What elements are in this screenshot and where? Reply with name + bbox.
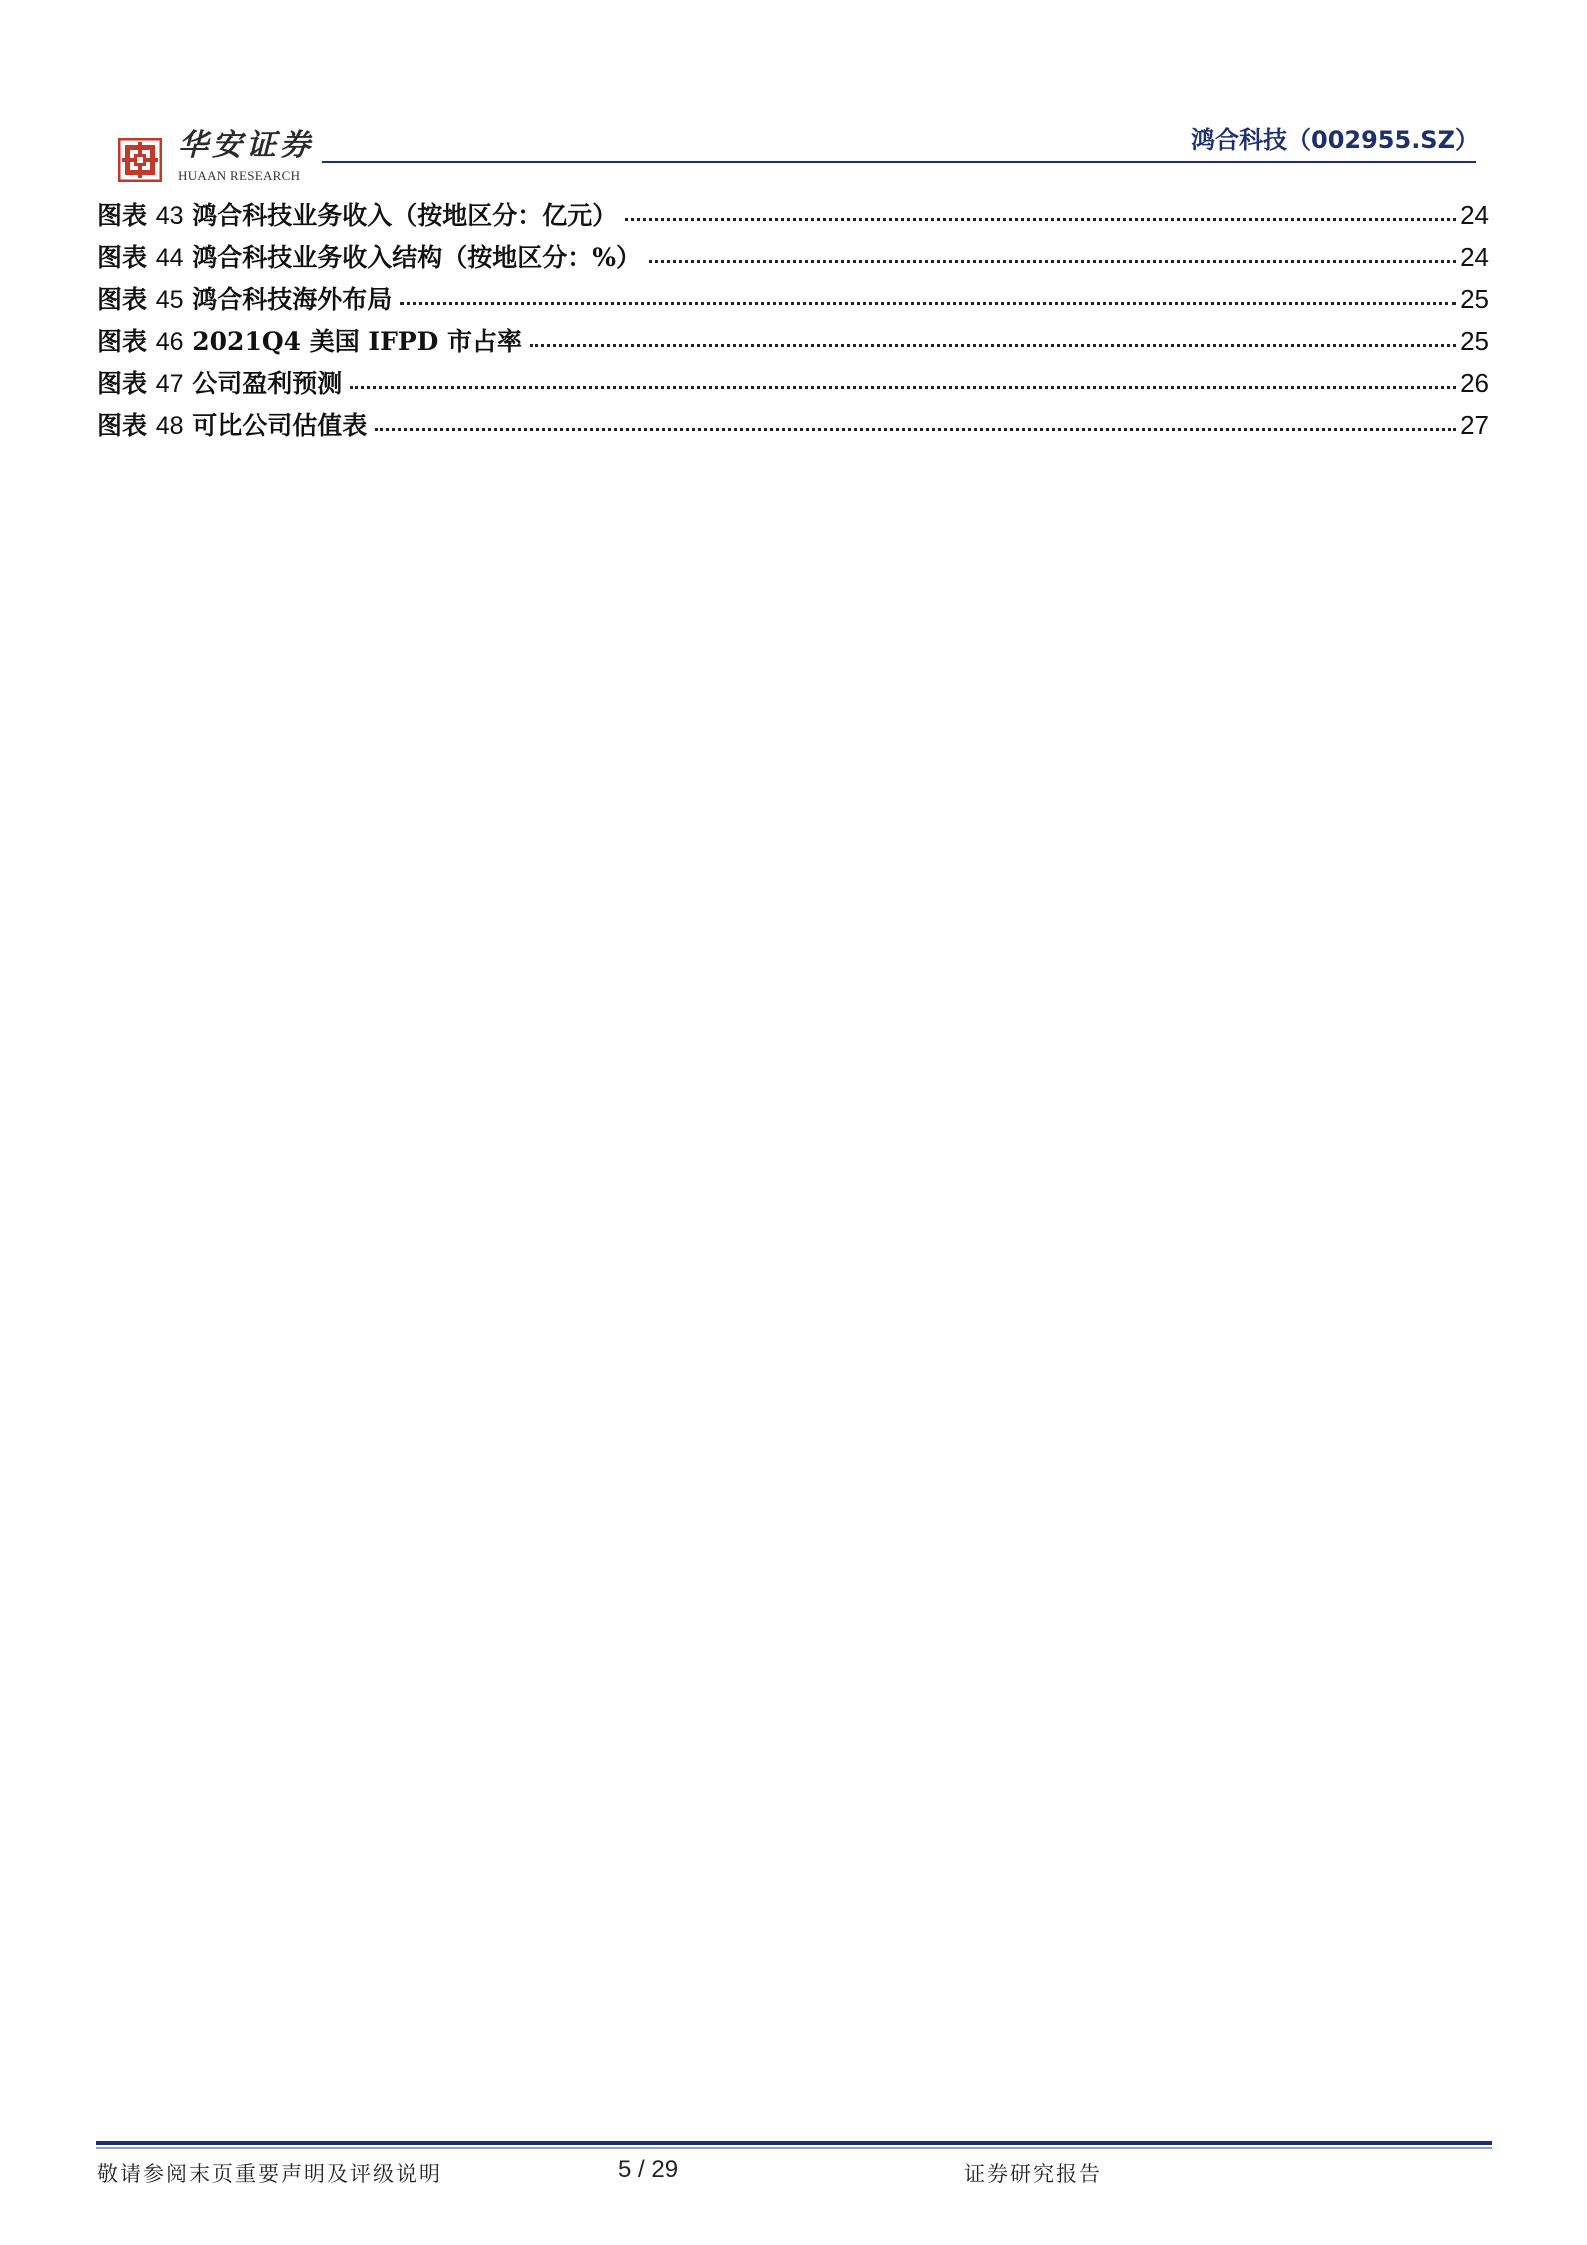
toc-entry[interactable] [97,278,1489,320]
toc-entry[interactable] [97,362,1489,404]
toc-entry-prefix: 图表 [97,285,148,314]
toc-entry-number: 43 [155,202,184,230]
toc-entry-label [97,363,342,405]
footer-report-type: 证券研究报告 [964,2162,1102,2186]
footer-divider-thick [96,2141,1492,2145]
toc-entry-title: 鸿合科技海外布局 [192,285,393,314]
toc-entry-prefix: 图表 [97,369,148,398]
toc-entry-number: 46 [155,328,184,356]
toc-entry-title: 鸿合科技业务收入结构（按地区分：%） [192,243,642,272]
report-company-title: 鸿合科技（002955.SZ） [1191,126,1479,154]
toc-entry-title: 公司盈利预测 [192,369,343,398]
toc-entry-page: 24 [1460,242,1489,272]
toc-entry[interactable] [97,404,1489,446]
header-divider [322,161,1476,163]
toc-entry-label [97,405,367,447]
toc-entry-prefix: 图表 [97,243,148,272]
figure-toc-list [97,194,1489,446]
toc-entry-prefix: 图表 [97,201,148,230]
toc-leader-dots [649,260,1456,263]
toc-leader-dots [375,428,1456,431]
toc-entry-label [97,237,641,279]
huaan-seal-logo-icon [118,138,162,182]
toc-entry-label [97,195,617,237]
brand-name-en: HUAAN RESEARCH [178,168,301,183]
toc-entry-number: 47 [155,370,184,398]
toc-entry[interactable] [97,320,1489,362]
toc-entry-label [97,321,522,363]
toc-entry-page: 25 [1460,284,1489,314]
toc-entry-prefix: 图表 [97,411,148,440]
toc-entry[interactable] [97,236,1489,278]
toc-entry-page: 27 [1460,410,1489,440]
toc-entry-page: 24 [1460,200,1489,230]
toc-entry-number: 45 [155,286,184,314]
toc-entry-number: 44 [155,244,184,272]
brand-block [178,128,314,184]
toc-leader-dots [400,302,1456,305]
page-header [0,0,1587,200]
toc-entry-title: 2021Q4 美国 IFPD 市占率 [192,327,523,356]
toc-leader-dots [625,218,1456,221]
toc-entry-prefix: 图表 [97,327,148,356]
toc-entry-label [97,279,392,321]
toc-entry-number: 48 [155,412,184,440]
toc-entry-title: 可比公司估值表 [192,411,368,440]
page-number: 5 / 29 [618,2156,679,2183]
footer-disclaimer: 敬请参阅末页重要声明及评级说明 [97,2162,442,2186]
toc-leader-dots [350,386,1456,389]
toc-entry-title: 鸿合科技业务收入（按地区分：亿元） [192,201,618,230]
toc-entry-page: 25 [1460,326,1489,356]
toc-entry-page: 26 [1460,368,1489,398]
footer-divider-thin [96,2147,1492,2149]
brand-name-cn: 华安证券 [178,128,314,163]
toc-leader-dots [530,344,1456,347]
toc-entry[interactable] [97,194,1489,236]
